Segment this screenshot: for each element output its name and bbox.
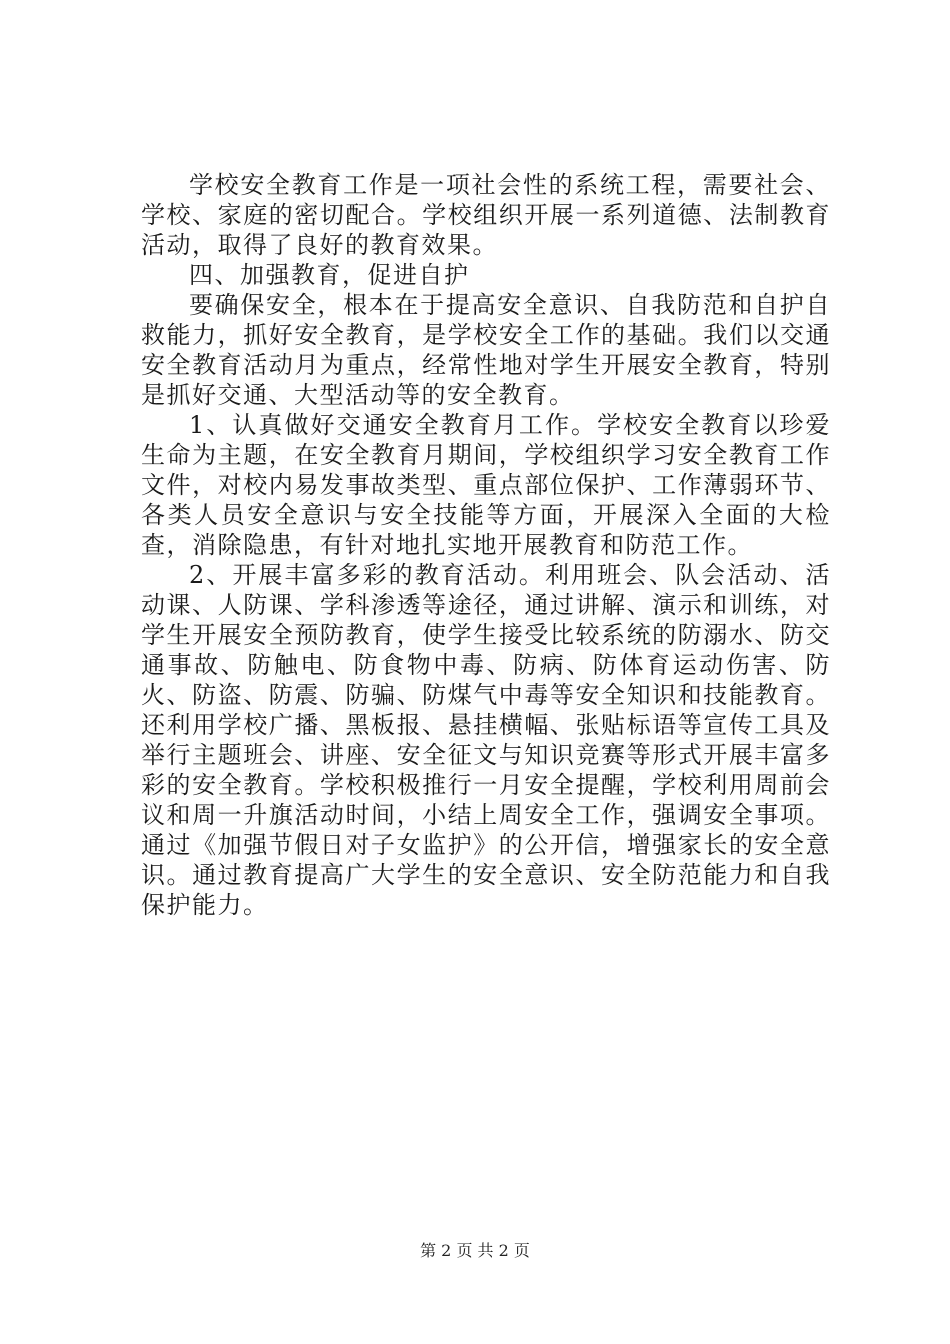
paragraph-intro: 学校安全教育工作是一项社会性的系统工程，需要社会、学校、家庭的密切配合。学校组织开展一系列道德、法制教育活动，取得了良好的教育效果。 xyxy=(141,171,831,259)
document-body xyxy=(141,170,831,920)
paragraph-item-1: 1、认真做好交通安全教育月工作。学校安全教育以珍爱生命为主题，在安全教育月期间，学校组织学习安全教育工作文件，对校内易发事故类型、重点部位保护、工作薄弱环节、各类人员安全意识与安全技能等方面，开展深入全面的大检查，消除隐患，有针对地扎实地开展教育和防范工作。 xyxy=(141,411,831,559)
page-footer: 第 2 页 共 2 页 xyxy=(420,1241,530,1260)
section-heading: 四、加强教育，促进自护 xyxy=(189,261,470,289)
paragraph-safety-foundation: 要确保安全，根本在于提高安全意识、自我防范和自护自救能力，抓好安全教育，是学校安全工作的基础。我们以交通安全教育活动月为重点，经常性地对学生开展安全教育，特别是抓好交通、大型活动等的安全教育。 xyxy=(141,291,831,409)
paragraph-item-2: 2、开展丰富多彩的教育活动。利用班会、队会活动、活动课、人防课、学科渗透等途径，通过讲解、演示和训练，对学生开展安全预防教育，使学生接受比较系统的防溺水、防交通事故、防触电、防食物中毒、防病、防体育运动伤害、防火、防盗、防震、防骗、防煤气中毒等安全知识和技能教育。还利用学校广播、黑板报、悬挂横幅、张贴标语等宣传工具及举行主题班会、讲座、安全征文与知识竞赛等形式开展丰富多彩的安全教育。学校积极推行一月安全提醒，学校利用周前会议和周一升旗活动时间，小结上周安全工作，强调安全事项。通过《加强节假日对子女监护》的公开信，增强家长的安全意识。通过教育提高广大学生的安全意识、安全防范能力和自我保护能力。 xyxy=(141,561,831,919)
